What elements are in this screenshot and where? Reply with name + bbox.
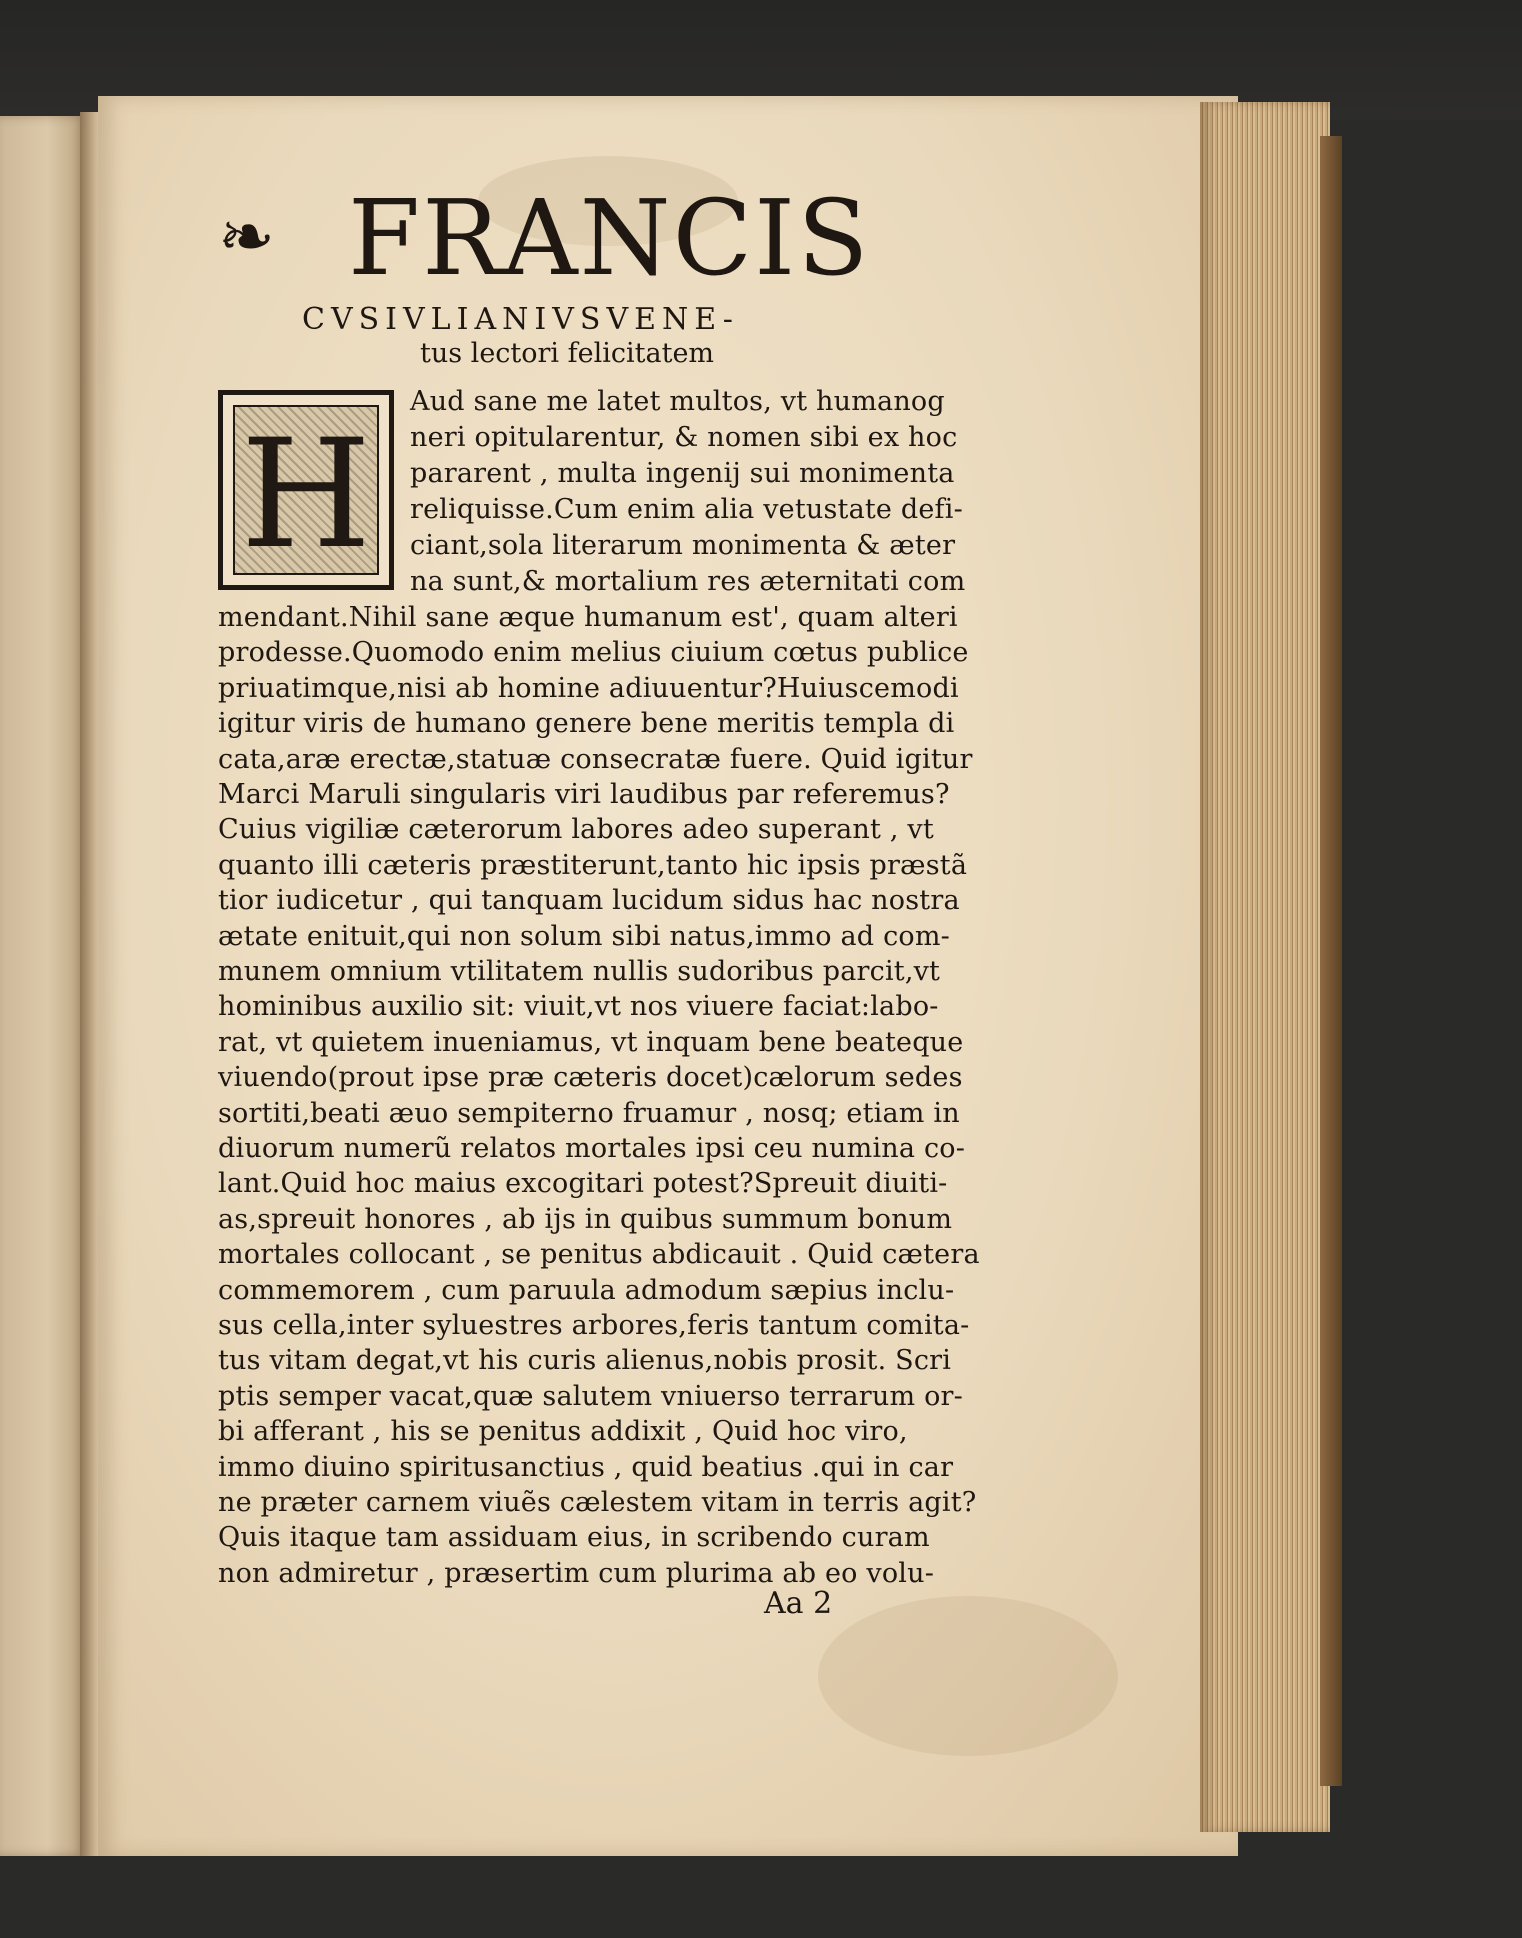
fleuron-ornament: ❧ — [218, 198, 275, 277]
text-line: ætate enituit,qui non solum sibi natus,immo ad com- — [218, 920, 950, 952]
heading-row — [218, 178, 978, 298]
text-line: rat, vt quietem inueniamus, vt inquam bene beateque — [218, 1026, 964, 1058]
page-title: FRANCIS — [348, 177, 871, 299]
text-line: mendant.Nihil sane æque humanum est', quam alteri — [218, 602, 958, 633]
text-line: non admiretur , præsertim cum plurima ab eo volu- — [218, 1557, 935, 1589]
text-line: quanto illi cæteris præstiterunt,tanto hic ipsis præstã — [218, 849, 968, 881]
page-subtitle: CVSIVLIANIVSVENE- — [302, 302, 739, 337]
text-line: as,spreuit honores , ab ijs in quibus summum bonum — [218, 1203, 953, 1235]
text-line: ptis semper vacat,quæ salutem vniuerso terrarum or- — [218, 1380, 963, 1412]
text-line: cata,aræ erectæ,statuæ consecratæ fuere. Quid igitur — [218, 743, 973, 775]
text-line: pararent , multa ingenij sui monimenta — [410, 458, 955, 489]
signature-mark: Aa 2 — [764, 1586, 833, 1621]
text-line: tior iudicetur , qui tanquam lucidum sidus hac nostra — [218, 885, 960, 917]
text-line: viuendo(prout ipse præ cæteris docet)cælorum sedes — [218, 1062, 963, 1094]
fore-edge-shadow — [1320, 136, 1342, 1786]
initial-letter: H — [240, 408, 372, 582]
text-line: igitur viris de humano genere bene meritis templa di — [218, 708, 955, 740]
text-line: bi afferant , his se penitus addixit , Quid hoc viro, — [218, 1416, 908, 1448]
text-line: ne præter carnem viuẽs cælestem vitam in terris agit? — [218, 1487, 977, 1518]
text-line: diuorum numerũ relatos mortales ipsi ceu numina co- — [218, 1133, 966, 1164]
text-line: lant.Quid hoc maius excogitari potest?Spreuit diuiti- — [218, 1168, 948, 1200]
text-line: Marci Maruli singularis viri laudibus par referemus? — [218, 779, 950, 810]
text-line: prodesse.Quomodo enim melius ciuium cœtus publice — [218, 637, 969, 669]
decorated-initial — [218, 390, 394, 590]
text-line: priuatimque,nisi ab homine adiuuentur?Huiuscemodi — [218, 672, 959, 704]
initial-woodcut — [233, 405, 379, 582]
text-line: Aud sane me latet multos, vt humanog — [410, 386, 945, 417]
text-line: sus cella,inter syluestres arbores,feris tantum comita- — [218, 1310, 970, 1341]
text-line: ciant,sola literarum monimenta & æter — [410, 530, 956, 561]
text-line: munem omnium vtilitatem nullis sudoribus parcit,vt — [218, 956, 941, 987]
text-line: mortales collocant , se penitus abdicauit . Quid cætera — [218, 1239, 980, 1271]
text-line: hominibus auxilio sit: viuit,vt nos viuere faciat:labo- — [218, 991, 939, 1023]
text-line: sortiti,beati æuo sempiterno fruamur , nosq; etiam in — [218, 1097, 960, 1129]
text-line: reliquisse.Cum enim alia vetustate defi- — [410, 494, 963, 525]
text-line: Cuius vigiliæ cæterorum labores adeo superant , vt — [218, 814, 934, 846]
fore-edge — [1200, 102, 1330, 1832]
text-line: Quis itaque tam assiduam eius, in scribendo curam — [218, 1522, 930, 1554]
left-page-edge — [0, 116, 86, 1856]
text-line: immo diuino spiritusanctius , quid beatius .qui in car — [218, 1451, 954, 1483]
text-line: neri opitularentur, & nomen sibi ex hoc — [410, 422, 958, 453]
text-line: commemorem , cum paruula admodum sæpius inclu- — [218, 1274, 955, 1306]
text-line: na sunt,& mortalium res æternitati com — [410, 566, 966, 597]
page-subtitle-line2: tus lectori felicitatem — [420, 338, 715, 369]
text-line: tus vitam degat,vt his curis alienus,nobis prosit. Scri — [218, 1345, 952, 1377]
